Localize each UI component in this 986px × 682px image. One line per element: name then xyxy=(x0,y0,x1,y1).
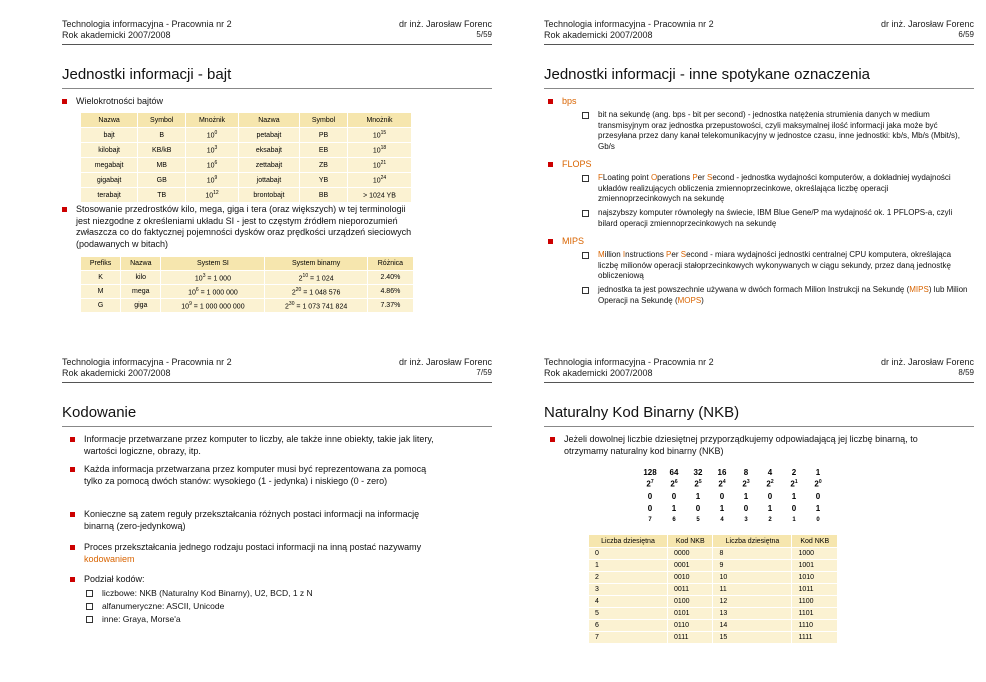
page-number: 8/59 xyxy=(958,368,974,377)
power: $2^5$ xyxy=(694,479,702,489)
bit: 0 xyxy=(647,491,653,501)
course-name: Technologia informacyjna - Pracownia nr 2 xyxy=(544,357,714,367)
bit: 0 xyxy=(719,491,725,501)
bit: 1 xyxy=(767,503,773,513)
bit: 0 xyxy=(743,503,749,513)
col-header: Nazwa xyxy=(81,113,138,128)
cell: 1110 xyxy=(792,620,838,632)
cell: kilo xyxy=(121,271,161,285)
slide-header xyxy=(544,357,974,381)
slide-7 xyxy=(50,352,504,682)
bit: 1 xyxy=(743,491,749,501)
powers-row xyxy=(638,478,830,490)
cell: mega xyxy=(121,285,161,299)
cell: $2^{20} = 1$ 048 576 xyxy=(265,285,367,299)
index-row xyxy=(638,514,830,526)
cell: $10^6 = 1$ 000 000 xyxy=(161,285,265,299)
cell: 0100 xyxy=(668,596,713,608)
col-header: System SI xyxy=(161,257,265,271)
weight: 2 xyxy=(791,467,797,477)
slide-title: Naturalny Kod Binarny (NKB) xyxy=(544,404,740,421)
bullet-bps: bps xyxy=(562,96,577,106)
table-row xyxy=(81,285,414,299)
title-divider xyxy=(62,88,492,89)
cell: EB xyxy=(300,143,348,158)
power: $2^3$ xyxy=(742,479,750,489)
title-divider xyxy=(544,426,974,427)
cell: 7.37% xyxy=(367,299,413,313)
prefix-table xyxy=(80,256,414,313)
page-number: 5/59 xyxy=(476,30,492,39)
bit: 0 xyxy=(767,491,773,501)
weight: 16 xyxy=(717,467,727,477)
bits-row xyxy=(638,502,830,514)
cell: 4.86% xyxy=(367,285,413,299)
bullet-two-states: Każda informacja przetwarzana przez komputer musi być reprezentowana za pomocą tylko za pomocą dwóch stanów: wysokiego (1 - jedynka) i niskiego (0 - zero) xyxy=(84,464,444,487)
cell: 0011 xyxy=(668,584,713,596)
cell: 9 xyxy=(713,560,792,572)
table-row xyxy=(589,608,838,620)
cell: 7 xyxy=(589,632,668,644)
col-header: Mnożnik xyxy=(186,113,239,128)
cell: 1101 xyxy=(792,608,838,620)
bit-index: 2 xyxy=(768,517,772,523)
cell: 15 xyxy=(713,632,792,644)
sub-alnum-codes: alfanumeryczne: ASCII, Unicode xyxy=(102,601,225,611)
weight: 64 xyxy=(669,467,679,477)
cell: 10 xyxy=(713,572,792,584)
weights-row xyxy=(638,466,830,478)
course-name: Technologia informacyjna - Pracownia nr 2 xyxy=(62,357,232,367)
col-header: Kod NKB xyxy=(668,535,713,548)
table-row xyxy=(589,548,838,560)
table-row xyxy=(81,299,414,313)
sub-bps: bit na sekundę (ang. bps - bit per second) - jednostka natężenia strumienia danych w medium transmisyjnym oraz jednostka przepustowości, czyli maksymalnej ilość informacji jaka może być przesyłana przez dany kanał telekomunikacyjny w jednostce czasu, inne jednostki: kb/s, Mb/s (Mbit/s), Gb/s xyxy=(598,110,968,152)
col-header: Kod NKB xyxy=(792,535,838,548)
bit-index: 3 xyxy=(744,517,748,523)
bullet-info: Informacje przetwarzane przez komputer to liczby, ale także inne obiekty, takie jak litery, wartości logiczne, obrazy, itp. xyxy=(84,434,444,457)
cell: $10^3$ xyxy=(186,143,239,158)
power: $2^6$ xyxy=(670,479,678,489)
bit-index: 0 xyxy=(816,517,820,523)
weight: 32 xyxy=(693,467,703,477)
bit: 0 xyxy=(815,491,821,501)
cell: 0110 xyxy=(668,620,713,632)
table-row xyxy=(589,596,838,608)
author: dr inż. Jarosław Forenc xyxy=(880,19,974,29)
cell: kilobajt xyxy=(81,143,138,158)
cell: 1010 xyxy=(792,572,838,584)
cell: TB xyxy=(138,188,186,203)
cell: 1 xyxy=(589,560,668,572)
col-header: Symbol xyxy=(138,113,186,128)
cell: 4 xyxy=(589,596,668,608)
cell: $10^0$ xyxy=(186,128,239,143)
slide-header xyxy=(62,357,492,381)
author: dr inż. Jarosław Forenc xyxy=(398,357,492,367)
cell: M xyxy=(81,285,121,299)
table-row xyxy=(81,143,412,158)
author: dr inż. Jarosław Forenc xyxy=(398,19,492,29)
bit-index: 6 xyxy=(672,517,676,523)
cell: bajt xyxy=(81,128,138,143)
cell: 0000 xyxy=(668,548,713,560)
cell: $10^9 = 1$ 000 000 000 xyxy=(161,299,265,313)
weight: 8 xyxy=(743,467,749,477)
table-row xyxy=(81,158,412,173)
title-divider xyxy=(62,426,492,427)
bit-index: 5 xyxy=(696,517,700,523)
power: $2^4$ xyxy=(718,479,726,489)
cell: 11 xyxy=(713,584,792,596)
power: $2^7$ xyxy=(646,479,654,489)
cell: MB xyxy=(138,158,186,173)
cell: brontobajt xyxy=(238,188,299,203)
sub-numeric-codes: liczbowe: NKB (Naturalny Kod Binarny), U2, BCD, 1 z N xyxy=(102,588,313,598)
cell: 8 xyxy=(713,548,792,560)
cell: 3 xyxy=(589,584,668,596)
cell: giga xyxy=(121,299,161,313)
col-header: Nazwa xyxy=(121,257,161,271)
cell: gigabajt xyxy=(81,173,138,188)
slide-8 xyxy=(532,352,986,682)
cell: $10^{15}$ xyxy=(348,128,412,143)
table-header-row xyxy=(81,257,414,271)
table-row xyxy=(81,271,414,285)
table-header-row xyxy=(81,113,412,128)
sub-flops-example: najszybszy komputer równoległy na świecie, IBM Blue Gene/P ma wydajność ok. 1 PFLOPS-a, czyli bilard operacji zmiennoprzecinkowych na sekundę xyxy=(598,208,968,229)
author: dr inż. Jarosław Forenc xyxy=(880,357,974,367)
bit: 0 xyxy=(695,503,701,513)
header-divider xyxy=(544,44,974,45)
table-row xyxy=(589,584,838,596)
academic-year: Rok akademicki 2007/2008 xyxy=(62,368,171,378)
bits-row xyxy=(638,490,830,502)
col-header: Liczba dziesiętna xyxy=(589,535,668,548)
col-header: Mnożnik xyxy=(348,113,412,128)
cell: $10^{18}$ xyxy=(348,143,412,158)
bullet-prefixes: Stosowanie przedrostków kilo, mega, giga i tera (oraz większych) w tej terminologii jest niezgodne z określeniami układu SI - jest to częstym źródłem nieporozumień zwłaszcza co do faktycznej pojemności dysków oraz prędkości urządzeń sieciowych (podawanych w bitach) xyxy=(76,204,416,250)
header-divider xyxy=(62,382,492,383)
cell: 5 xyxy=(589,608,668,620)
cell: 1100 xyxy=(792,596,838,608)
bit-index: 4 xyxy=(720,517,724,523)
table-header-row xyxy=(589,535,838,548)
cell: 13 xyxy=(713,608,792,620)
cell: 1111 xyxy=(792,632,838,644)
sub-mips-def: Million Instructions Per Second - miara wydajności jednostki centralnej CPU komputera, określająca liczbę milionów operacji stałoprzecinkowych wykonywanych w ciągu sekundy, przez daną jednostkę obliczeniową xyxy=(598,250,968,282)
academic-year: Rok akademicki 2007/2008 xyxy=(544,368,653,378)
bullet-coding: Proces przekształcania jednego rodzaju postaci informacji na inną postać nazywamy kodowaniem xyxy=(84,542,444,565)
table-row xyxy=(589,560,838,572)
cell: BB xyxy=(300,188,348,203)
cell: $10^{12}$ xyxy=(186,188,239,203)
slide-header xyxy=(62,19,492,43)
sub-other-codes: inne: Graya, Morse'a xyxy=(102,614,181,624)
bit: 0 xyxy=(647,503,653,513)
bullet-code-types: Podział kodów: xyxy=(84,574,145,584)
cell: K xyxy=(81,271,121,285)
cell: 1000 xyxy=(792,548,838,560)
cell: GB xyxy=(138,173,186,188)
academic-year: Rok akademicki 2007/2008 xyxy=(544,30,653,40)
cell: eksabajt xyxy=(238,143,299,158)
cell: 0001 xyxy=(668,560,713,572)
bullet-mips: MIPS xyxy=(562,236,585,246)
cell: 1001 xyxy=(792,560,838,572)
power: $2^1$ xyxy=(790,479,798,489)
weight: 4 xyxy=(767,467,773,477)
course-name: Technologia informacyjna - Pracownia nr 2 xyxy=(544,19,714,29)
col-header: Nazwa xyxy=(238,113,299,128)
cell: 2.40% xyxy=(367,271,413,285)
col-header: Różnica xyxy=(367,257,413,271)
cell: B xyxy=(138,128,186,143)
header-divider xyxy=(62,44,492,45)
academic-year: Rok akademicki 2007/2008 xyxy=(62,30,171,40)
header-divider xyxy=(544,382,974,383)
table-row xyxy=(589,572,838,584)
cell: 2 xyxy=(589,572,668,584)
sub-flops-def: FLoating point Operations Per Second - jednostka wydajności komputerów, a dokładniej wydajności układów realizujących obliczenia zmiennoprzecinkowe, określająca liczbę operacji zmiennoprzecinkowych na sekundę xyxy=(598,173,968,205)
sub-mips-forms: jednostka ta jest powszechnie używana w dwóch formach Milion Instrukcji na Sekundę (MIPS) lub Milion Operacji na Sekundę (MOPS) xyxy=(598,285,968,305)
cell: terabajt xyxy=(81,188,138,203)
bullet-nkb-definition: Jeżeli dowolnej liczbie dziesiętnej przyporządkujemy odpowiadającą jej liczbę binarną, to otrzymamy naturalny kod binarny (NKB) xyxy=(564,434,924,457)
bullet-flops: FLOPS xyxy=(562,159,592,169)
cell: 0101 xyxy=(668,608,713,620)
table-row xyxy=(589,620,838,632)
title-divider xyxy=(544,88,974,89)
bit-index: 1 xyxy=(792,517,796,523)
col-header: System binarny xyxy=(265,257,367,271)
cell: $10^3 = 1$ 000 xyxy=(161,271,265,285)
multiples-table xyxy=(80,112,412,203)
table-row xyxy=(81,188,412,203)
slide-5 xyxy=(50,14,504,344)
cell: 0111 xyxy=(668,632,713,644)
cell: $10^{24}$ xyxy=(348,173,412,188)
col-header: Liczba dziesiętna xyxy=(713,535,792,548)
slide-title: Jednostki informacji - inne spotykane oznaczenia xyxy=(544,66,871,83)
cell: zettabajt xyxy=(238,158,299,173)
cell: G xyxy=(81,299,121,313)
bit-weights-table xyxy=(638,466,830,526)
page-number: 6/59 xyxy=(958,30,974,39)
bit: 1 xyxy=(719,503,725,513)
table-row xyxy=(589,632,838,644)
cell: $10^{21}$ xyxy=(348,158,412,173)
cell: petabajt xyxy=(238,128,299,143)
cell: 6 xyxy=(589,620,668,632)
page-number: 7/59 xyxy=(476,368,492,377)
power: $2^0$ xyxy=(814,479,822,489)
weight: 128 xyxy=(643,467,657,477)
slide-title: Jednostki informacji - bajt xyxy=(62,66,232,83)
table-row xyxy=(81,128,412,143)
bit: 1 xyxy=(695,491,701,501)
cell: $2^{30} = 1$ 073 741 824 xyxy=(265,299,367,313)
cell: YB xyxy=(300,173,348,188)
col-header: Prefiks xyxy=(81,257,121,271)
bit: 1 xyxy=(791,491,797,501)
cell: PB xyxy=(300,128,348,143)
course-name: Technologia informacyjna - Pracownia nr 2 xyxy=(62,19,232,29)
weight: 1 xyxy=(815,467,821,477)
bit: 1 xyxy=(815,503,821,513)
cell: $10^9$ xyxy=(186,173,239,188)
cell: megabajt xyxy=(81,158,138,173)
cell: 14 xyxy=(713,620,792,632)
power: $2^2$ xyxy=(766,479,774,489)
bit-index: 7 xyxy=(648,517,652,523)
cell: 12 xyxy=(713,596,792,608)
slide-title: Kodowanie xyxy=(62,404,137,421)
cell: jottabajt xyxy=(238,173,299,188)
cell: 0 xyxy=(589,548,668,560)
nkb-table xyxy=(588,534,838,644)
bullet-rules: Konieczne są zatem reguły przekształcania różnych postaci informacji na informację binarną (zero-jedynkową) xyxy=(84,509,444,532)
cell: 1011 xyxy=(792,584,838,596)
bit: 1 xyxy=(671,503,677,513)
slide-header xyxy=(544,19,974,43)
bit: 0 xyxy=(791,503,797,513)
col-header: Symbol xyxy=(300,113,348,128)
cell: 0010 xyxy=(668,572,713,584)
cell: $10^6$ xyxy=(186,158,239,173)
table-row xyxy=(81,173,412,188)
bit: 0 xyxy=(671,491,677,501)
bullet-multiples: Wielokrotności bajtów xyxy=(76,96,164,106)
cell: ZB xyxy=(300,158,348,173)
cell: $2^{10} = 1$ 024 xyxy=(265,271,367,285)
cell: KB/kB xyxy=(138,143,186,158)
cell: > 1024 YB xyxy=(348,188,412,203)
slide-6 xyxy=(532,14,986,344)
